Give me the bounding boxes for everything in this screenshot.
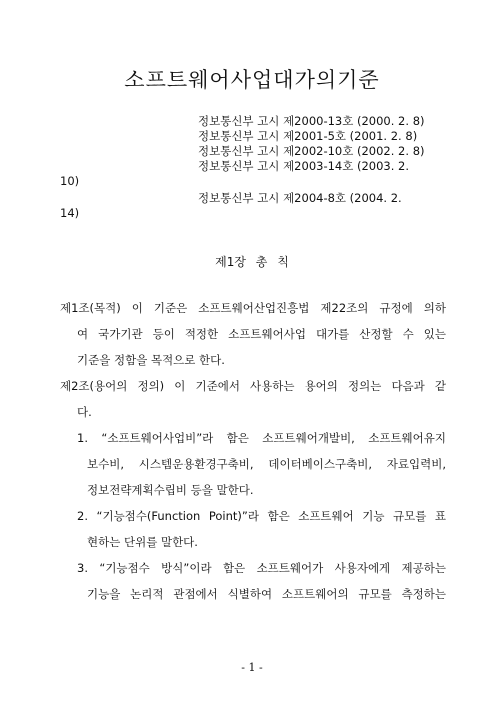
notice-line <box>0 191 504 206</box>
document-title: 소프트웨어사업대가의기준 <box>124 68 380 92</box>
notice-list <box>0 114 504 223</box>
article-2-line: 다. <box>77 405 92 419</box>
notice-continuation <box>0 174 504 191</box>
definition-item-line: 기능을 논리적 관점에서 식별하여 소프트웨어의 규모를 측정하는 <box>87 587 446 601</box>
article-1-line: 제1조(목적) 이 기준은 소프트웨어산업진흥법 제22조의 규정에 의하 <box>60 301 446 315</box>
article-1-line: 여 국가기관 등이 적정한 소프트웨어사업 대가를 산정할 수 있는 <box>77 327 446 341</box>
notice-line <box>0 144 504 159</box>
notice-continuation <box>0 206 504 223</box>
page-number: - 1 - <box>241 661 263 674</box>
definition-item-line: 1. “소프트웨어사업비”라 함은 소프트웨어개발비, 소프트웨어유지 <box>77 431 446 445</box>
notice-text: 정보통신부 고시 제2003-14호 (2003. 2. <box>198 159 410 173</box>
notice-text: 14) <box>60 206 80 220</box>
notice-line <box>0 159 504 174</box>
chapter-heading: 제1장 총 칙 <box>215 255 289 269</box>
notice-text: 정보통신부 고시 제2001-5호 (2001. 2. 8) <box>198 129 418 143</box>
article-1-line: 기준을 정함을 목적으로 한다. <box>77 353 225 367</box>
definition-item-line: 정보전략계획수립비 등을 말한다. <box>87 483 254 497</box>
article-2-line: 제2조(용어의 정의) 이 기준에서 사용하는 용어의 정의는 다음과 같 <box>60 379 446 393</box>
notice-text: 정보통신부 고시 제2004-8호 (2004. 2. <box>198 191 402 205</box>
notice-line <box>0 114 504 129</box>
definition-item-line: 보수비, 시스템운용환경구축비, 데이터베이스구축비, 자료입력비, <box>87 457 446 471</box>
definition-item-line: 현하는 단위를 말한다. <box>87 535 198 549</box>
notice-text: 정보통신부 고시 제2000-13호 (2000. 2. 8) <box>198 114 425 128</box>
notice-line <box>0 129 504 144</box>
notice-text: 정보통신부 고시 제2002-10호 (2002. 2. 8) <box>198 144 425 158</box>
definition-item-line: 3. “기능점수 방식”이라 함은 소프트웨어가 사용자에게 제공하는 <box>77 561 446 575</box>
notice-text: 10) <box>60 174 80 188</box>
definition-item-line: 2. “기능점수(Function Point)”라 함은 소프트웨어 기능 규모를 표 <box>77 509 446 523</box>
